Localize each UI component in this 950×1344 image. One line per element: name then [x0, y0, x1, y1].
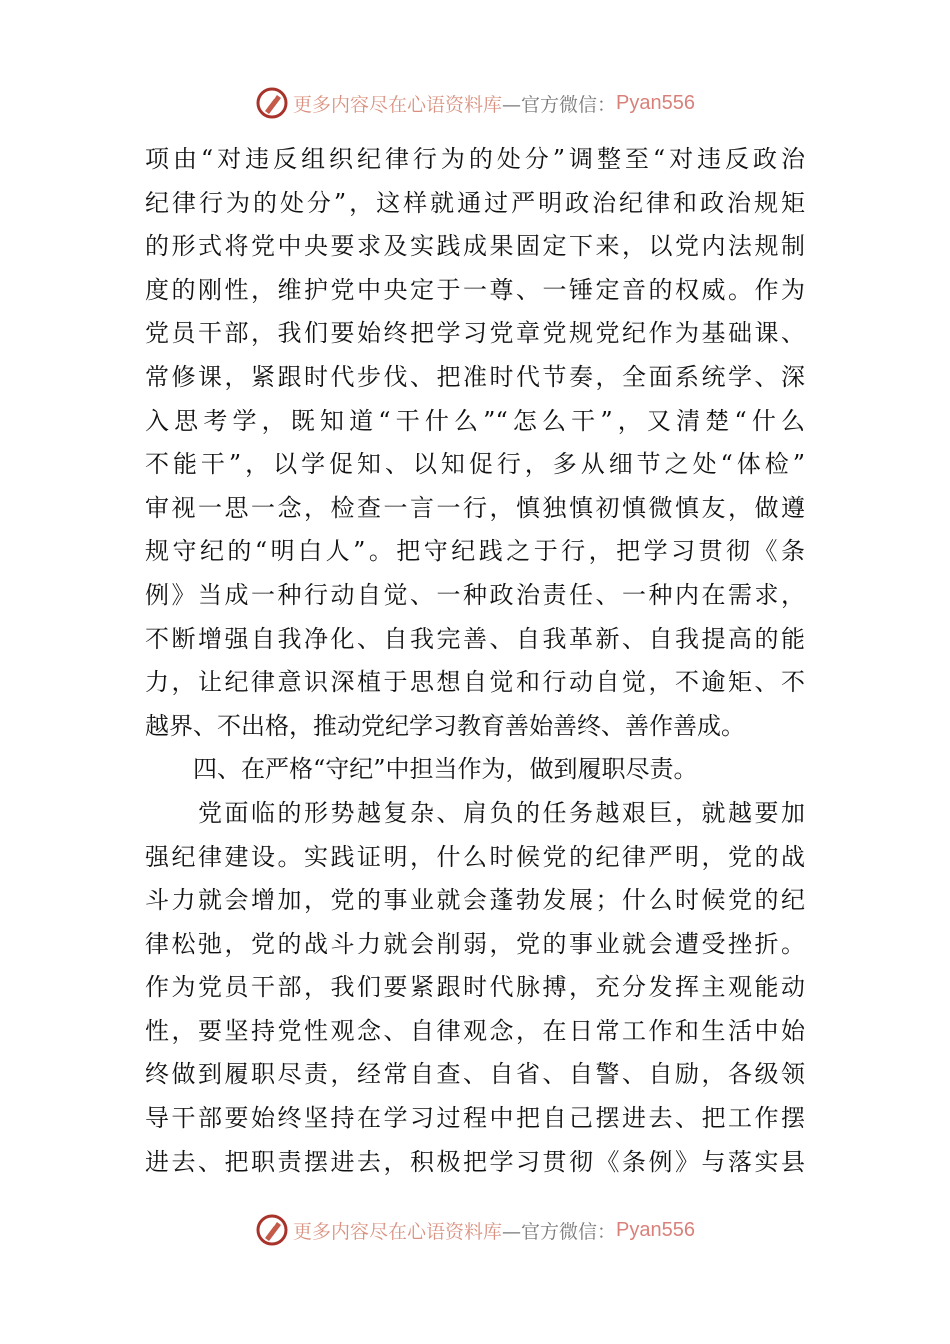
header-banner [0, 83, 950, 123]
text-line: 强纪律建设。实践证明，什么时候党的纪律严明，党的战 [145, 842, 805, 871]
text-line: 审视一思一念，检查一言一行，慎独慎初慎微慎友，做遵 [145, 493, 805, 522]
text-line: 不断增强自我净化、自我完善、自我革新、自我提高的能 [145, 624, 805, 653]
header-site-text: 更多内容尽在心语资料库 [293, 93, 503, 116]
footer-separator: —官方微信： [502, 1220, 617, 1243]
text-line: 力，让纪律意识深植于思想自觉和行动自觉，不逾矩、不 [145, 668, 805, 697]
header-separator: —官方微信： [502, 93, 617, 116]
text-line: 的形式将党中央要求及实践成果固定下来，以党内法规制 [145, 232, 805, 261]
text-line: 性，要坚持党性观念、自律观念，在日常工作和生活中始 [145, 1016, 805, 1045]
text-line: 进去、把职责摆进去，积极把学习贯彻《条例》与落实县 [145, 1147, 805, 1176]
pen-logo-icon [255, 86, 289, 120]
text-line: 党面临的形势越复杂、肩负的任务越艰巨，就越要加 [145, 798, 805, 827]
text-line: 项由“对违反组织纪律行为的处分”调整至“对违反政治 [145, 145, 805, 173]
header-wechat-id: Pyan556 [616, 91, 695, 114]
footer-site-text: 更多内容尽在心语资料库 [293, 1220, 503, 1243]
text-line: 入思考学，既知道“干什么”“怎么干”，又清楚“什么 [145, 406, 805, 435]
text-line: 导干部要始终坚持在学习过程中把自己摆进去、把工作摆 [145, 1104, 805, 1133]
footer-banner [0, 1210, 950, 1250]
text-line: 规守纪的“明白人”。把守纪践之于行，把学习贯彻《条 [145, 537, 805, 566]
text-line: 纪律行为的处分”，这样就通过严明政治纪律和政治规矩 [145, 188, 805, 217]
text-line: 常修课，紧跟时代步伐、把准时代节奏，全面系统学、深 [145, 362, 805, 391]
text-line: 作为党员干部，我们要紧跟时代脉搏，充分发挥主观能动 [145, 973, 805, 1002]
document-body [145, 138, 805, 1184]
text-line: 斗力就会增加，党的事业就会蓬勃发展；什么时候党的纪 [145, 886, 805, 915]
text-line: 不能干”，以学促知、以知促行，多从细节之处“体检” [145, 450, 805, 479]
text-line: 党员干部，我们要始终把学习党章党规党纪作为基础课、 [145, 319, 805, 348]
text-line: 四、在严格“守纪”中担当作为，做到履职尽责。 [145, 755, 698, 784]
text-line: 越界、不出格，推动党纪学习教育善始善终、善作善成。 [145, 711, 745, 740]
text-line: 度的刚性，维护党中央定于一尊、一锤定音的权威。作为 [145, 275, 805, 304]
footer-wechat-id: Pyan556 [616, 1218, 695, 1241]
text-line: 例》当成一种行动自觉、一种政治责任、一种内在需求， [145, 580, 805, 609]
pen-logo-icon [255, 1213, 289, 1247]
text-line: 律松弛，党的战斗力就会削弱，党的事业就会遭受挫折。 [145, 929, 805, 958]
text-line: 终做到履职尽责，经常自查、自省、自警、自励，各级领 [145, 1060, 805, 1089]
